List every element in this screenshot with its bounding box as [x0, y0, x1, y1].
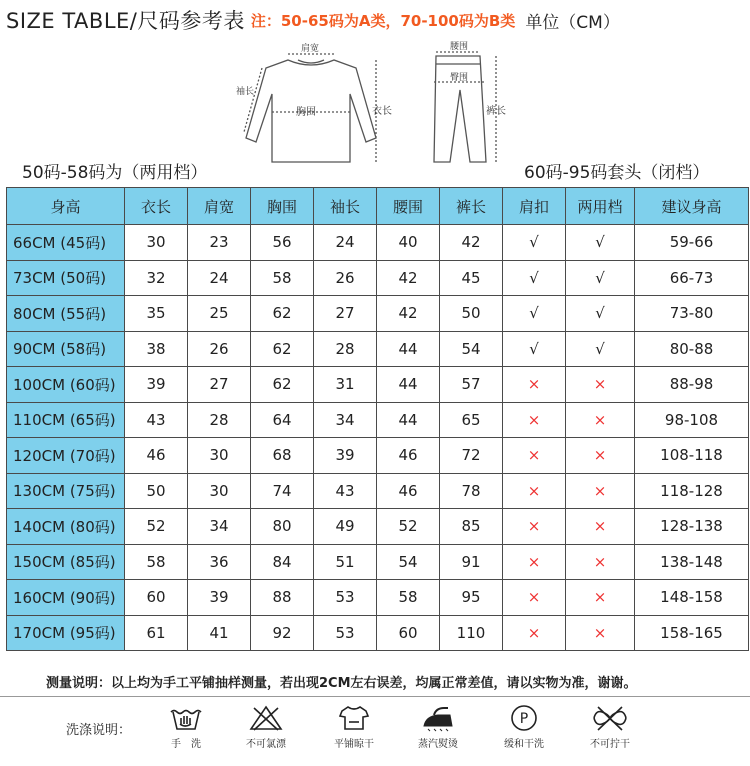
shoulder-button-cell: × — [503, 438, 566, 474]
measurement-cell: 58 — [125, 544, 188, 580]
measurement-cell: 61 — [125, 615, 188, 651]
measurement-cell: 49 — [314, 509, 377, 545]
pants-length-label: 裤长 — [486, 106, 506, 117]
table-row — [7, 438, 749, 474]
care-title: 洗涤说明： — [66, 723, 132, 738]
measurement-cell: 30 — [188, 473, 251, 509]
column-header: 建议身高 — [635, 188, 749, 225]
unit-label: 单位（CM） — [525, 12, 620, 33]
no-bleach-icon — [248, 704, 284, 732]
measurement-cell: 23 — [188, 225, 251, 261]
measurement-cell: 42 — [440, 225, 503, 261]
height-size-cell: 90CM (58码) — [7, 331, 125, 367]
care-hand-wash — [146, 704, 226, 750]
measurement-cell: 45 — [440, 260, 503, 296]
measurement-cell: 44 — [377, 367, 440, 403]
measurement-cell: 85 — [440, 509, 503, 545]
dual-crotch-cell: √ — [566, 296, 635, 332]
measurement-cell: 52 — [125, 509, 188, 545]
measurement-cell: 26 — [188, 331, 251, 367]
measurement-cell: 110 — [440, 615, 503, 651]
dual-crotch-cell: × — [566, 509, 635, 545]
care-no-bleach — [226, 704, 306, 750]
measurement-cell: 41 — [188, 615, 251, 651]
column-header: 两用档 — [566, 188, 635, 225]
suggested-height-cell: 88-98 — [635, 367, 749, 403]
shoulder-button-cell: × — [503, 367, 566, 403]
measurement-cell: 43 — [125, 402, 188, 438]
height-size-cell: 150CM (85码) — [7, 544, 125, 580]
dual-crotch-cell: × — [566, 544, 635, 580]
measurement-cell: 46 — [377, 438, 440, 474]
measurement-cell: 68 — [251, 438, 314, 474]
shirt-sketch — [226, 38, 396, 170]
suggested-height-cell: 108-118 — [635, 438, 749, 474]
measurement-cell: 34 — [188, 509, 251, 545]
measurement-cell: 88 — [251, 580, 314, 616]
measurement-cell: 53 — [314, 615, 377, 651]
suggested-height-cell: 98-108 — [635, 402, 749, 438]
dual-crotch-cell: × — [566, 580, 635, 616]
height-size-cell: 160CM (90码) — [7, 580, 125, 616]
subtitle-right: 60码-95码套头（闭档） — [524, 163, 710, 183]
care-text: 不可拧干 — [590, 739, 630, 750]
measurement-cell: 60 — [125, 580, 188, 616]
no-wring-icon — [590, 704, 630, 732]
care-gentle-dry-clean — [484, 704, 564, 750]
sleeve-label: 袖长 — [236, 87, 255, 97]
table-row — [7, 260, 749, 296]
measurement-cell: 39 — [188, 580, 251, 616]
measurement-cell: 65 — [440, 402, 503, 438]
dual-crotch-cell: × — [566, 367, 635, 403]
measurement-cell: 30 — [125, 225, 188, 261]
measurement-cell: 74 — [251, 473, 314, 509]
measurement-cell: 60 — [377, 615, 440, 651]
height-size-cell: 120CM (70码) — [7, 438, 125, 474]
shoulder-button-cell: × — [503, 580, 566, 616]
measurement-cell: 43 — [314, 473, 377, 509]
measurement-cell: 51 — [314, 544, 377, 580]
table-row — [7, 296, 749, 332]
measurement-cell: 95 — [440, 580, 503, 616]
column-header: 裤长 — [440, 188, 503, 225]
measurement-cell: 54 — [377, 544, 440, 580]
care-text: 不可氯漂 — [246, 739, 286, 750]
measurement-cell: 57 — [440, 367, 503, 403]
category-note: 注：50-65码为A类，70-100码为B类 — [250, 11, 516, 30]
measurement-cell: 92 — [251, 615, 314, 651]
column-header: 腰围 — [377, 188, 440, 225]
svg-text:P: P — [519, 711, 529, 727]
measurement-cell: 46 — [377, 473, 440, 509]
measurement-cell: 44 — [377, 402, 440, 438]
dual-crotch-cell: × — [566, 615, 635, 651]
suggested-height-cell: 59-66 — [635, 225, 749, 261]
shoulder-button-cell: × — [503, 544, 566, 580]
care-steam-iron — [398, 704, 478, 750]
measurement-cell: 30 — [188, 438, 251, 474]
height-size-cell: 80CM (55码) — [7, 296, 125, 332]
table-row — [7, 225, 749, 261]
measurement-cell: 27 — [188, 367, 251, 403]
measurement-cell: 78 — [440, 473, 503, 509]
height-size-cell: 170CM (95码) — [7, 615, 125, 651]
table-row — [7, 615, 749, 651]
measurement-cell: 50 — [125, 473, 188, 509]
shoulder-button-cell: √ — [503, 331, 566, 367]
measurement-cell: 35 — [125, 296, 188, 332]
measurement-cell: 36 — [188, 544, 251, 580]
measurement-cell: 53 — [314, 580, 377, 616]
care-text: 蒸汽熨烫 — [418, 739, 458, 750]
shoulder-button-cell: √ — [503, 296, 566, 332]
height-size-cell: 140CM (80码) — [7, 509, 125, 545]
table-row — [7, 402, 749, 438]
column-header: 衣长 — [125, 188, 188, 225]
measurement-cell: 72 — [440, 438, 503, 474]
suggested-height-cell: 66-73 — [635, 260, 749, 296]
suggested-height-cell: 73-80 — [635, 296, 749, 332]
subtitle-left: 50码-58码为（两用档） — [22, 163, 208, 183]
measurement-cell: 58 — [377, 580, 440, 616]
shoulder-label: 肩宽 — [301, 44, 320, 54]
care-text: 平铺晾干 — [334, 739, 374, 750]
shoulder-button-cell: × — [503, 473, 566, 509]
measurement-cell: 24 — [314, 225, 377, 261]
table-row — [7, 544, 749, 580]
measurement-cell: 28 — [188, 402, 251, 438]
measurement-cell: 25 — [188, 296, 251, 332]
dual-crotch-cell: √ — [566, 225, 635, 261]
measurement-cell: 50 — [440, 296, 503, 332]
dry-clean-p-icon — [506, 704, 542, 732]
measure-note: 测量说明：以上均为手工平铺抽样测量，若出现2CM左右误差，均属正常差值，请以实物为准，谢谢。 — [46, 676, 637, 691]
measurement-cell: 38 — [125, 331, 188, 367]
table-row — [7, 331, 749, 367]
measurement-cell: 42 — [377, 260, 440, 296]
dry-flat-icon — [336, 704, 372, 732]
measurement-cell: 28 — [314, 331, 377, 367]
shoulder-button-cell: √ — [503, 225, 566, 261]
measurement-cell: 40 — [377, 225, 440, 261]
dual-crotch-cell: × — [566, 402, 635, 438]
steam-iron-icon — [418, 704, 458, 732]
table-row — [7, 509, 749, 545]
suggested-height-cell: 138-148 — [635, 544, 749, 580]
dual-crotch-cell: × — [566, 473, 635, 509]
height-size-cell: 100CM (60码) — [7, 367, 125, 403]
care-text: 缓和干洗 — [504, 739, 544, 750]
shoulder-button-cell: × — [503, 615, 566, 651]
table-row — [7, 580, 749, 616]
care-no-wring — [570, 704, 650, 750]
measurement-cell: 91 — [440, 544, 503, 580]
pants-sketch — [412, 38, 522, 170]
suggested-height-cell: 118-128 — [635, 473, 749, 509]
shoulder-button-cell: × — [503, 509, 566, 545]
hip-label: 臀围 — [450, 73, 469, 83]
measurement-cell: 54 — [440, 331, 503, 367]
measurement-cell: 52 — [377, 509, 440, 545]
shoulder-button-cell: √ — [503, 260, 566, 296]
measurement-cell: 31 — [314, 367, 377, 403]
height-size-cell: 110CM (65码) — [7, 402, 125, 438]
height-size-cell: 66CM (45码) — [7, 225, 125, 261]
measurement-cell: 24 — [188, 260, 251, 296]
measurement-cell: 32 — [125, 260, 188, 296]
divider — [0, 696, 750, 697]
length-label: 衣长 — [372, 106, 392, 117]
table-row — [7, 367, 749, 403]
measurement-cell: 39 — [314, 438, 377, 474]
measurement-cell: 62 — [251, 367, 314, 403]
measurement-cell: 58 — [251, 260, 314, 296]
measurement-cell: 46 — [125, 438, 188, 474]
page-title: SIZE TABLE/尺码参考表 — [6, 9, 245, 33]
waist-label: 腰围 — [450, 42, 469, 52]
chest-label: 胸围 — [296, 107, 316, 118]
suggested-height-cell: 148-158 — [635, 580, 749, 616]
column-header: 肩宽 — [188, 188, 251, 225]
measurement-cell: 80 — [251, 509, 314, 545]
measurement-cell: 62 — [251, 331, 314, 367]
column-header: 身高 — [7, 188, 125, 225]
measurement-cell: 27 — [314, 296, 377, 332]
measurement-cell: 39 — [125, 367, 188, 403]
height-size-cell: 130CM (75码) — [7, 473, 125, 509]
measurement-cell: 56 — [251, 225, 314, 261]
height-size-cell: 73CM (50码) — [7, 260, 125, 296]
measurement-cell: 44 — [377, 331, 440, 367]
measurement-cell: 62 — [251, 296, 314, 332]
care-text: 手 洗 — [171, 739, 201, 750]
measurement-cell: 84 — [251, 544, 314, 580]
column-header: 袖长 — [314, 188, 377, 225]
column-header: 胸围 — [251, 188, 314, 225]
table-row — [7, 473, 749, 509]
measurement-cell: 26 — [314, 260, 377, 296]
suggested-height-cell: 128-138 — [635, 509, 749, 545]
care-dry-flat — [314, 704, 394, 750]
measurement-cell: 42 — [377, 296, 440, 332]
dual-crotch-cell: × — [566, 438, 635, 474]
hand-wash-icon — [168, 704, 204, 732]
size-table — [6, 187, 749, 651]
dual-crotch-cell: √ — [566, 331, 635, 367]
column-header: 肩扣 — [503, 188, 566, 225]
suggested-height-cell: 80-88 — [635, 331, 749, 367]
page-header — [6, 4, 620, 36]
measurement-cell: 34 — [314, 402, 377, 438]
table-header-row — [7, 188, 749, 225]
dual-crotch-cell: √ — [566, 260, 635, 296]
shoulder-button-cell: × — [503, 402, 566, 438]
measurement-cell: 64 — [251, 402, 314, 438]
suggested-height-cell: 158-165 — [635, 615, 749, 651]
